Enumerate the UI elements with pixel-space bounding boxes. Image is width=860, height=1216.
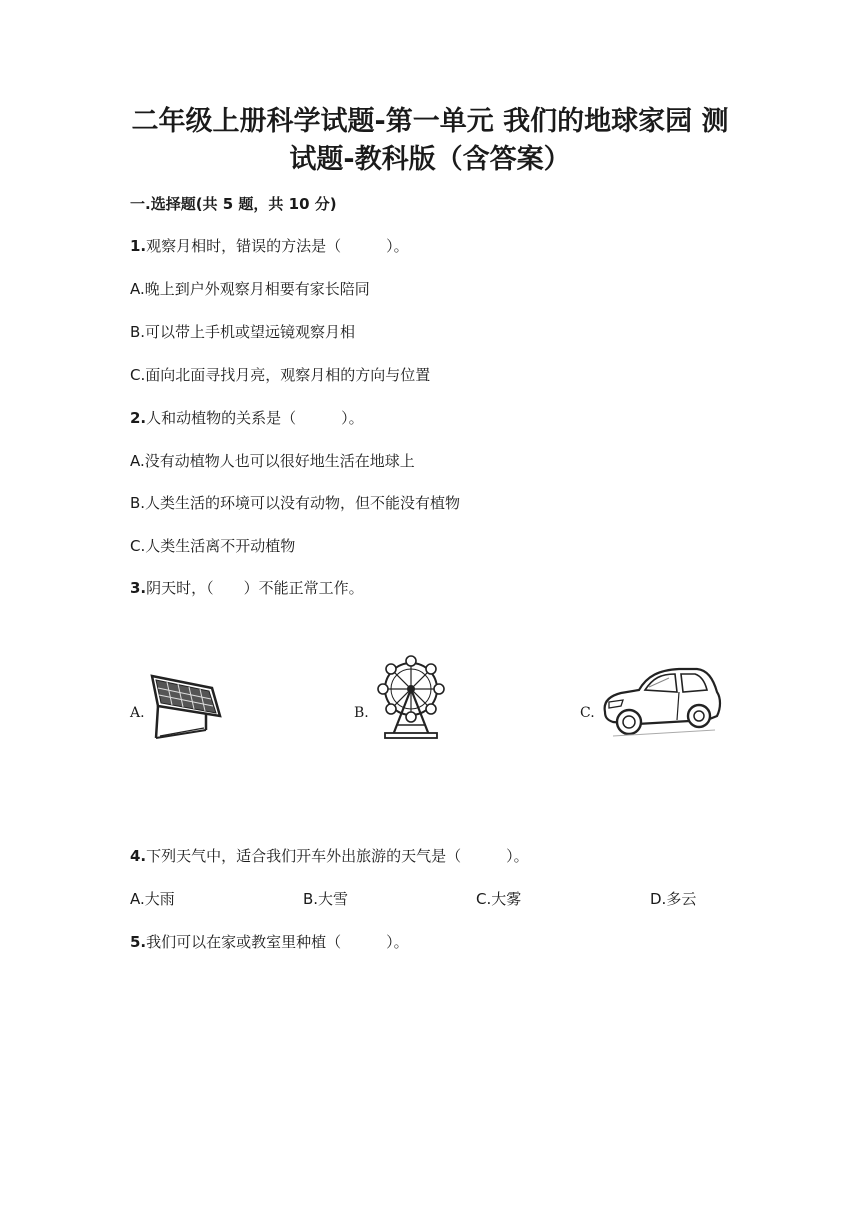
solar-panel-icon [146,670,226,742]
question-number: 2. [130,409,147,427]
question-3-option-c-label: C. [580,705,595,721]
question-1-option-a: A.晚上到户外观察月相要有家长陪同 [130,280,370,298]
section-heading: 一.选择题(共 5 题，共 10 分) [130,195,337,213]
question-number: 5. [130,933,147,951]
title-line-1: 二年级上册科学试题-第一单元 我们的地球家园 测 [131,106,729,137]
question-5 [130,932,409,952]
question-1 [130,236,409,256]
car-icon [599,662,723,740]
question-3-option-b-label: B. [354,705,369,721]
question-text: 阴天时，（ ）不能正常工作。 [146,579,364,597]
question-number: 4. [130,847,147,865]
question-1-option-b: B.可以带上手机或望远镜观察月相 [130,323,356,341]
question-4 [130,846,529,866]
question-text: 人和动植物的关系是（ ）。 [146,409,364,427]
question-2-option-b: B.人类生活的环境可以没有动物，但不能没有植物 [130,494,461,512]
question-4-option-c: C.大雾 [476,890,522,908]
title-line-2: 试题-教科版（含答案） [289,144,571,175]
question-number: 1. [130,237,147,255]
question-text: 观察月相时，错误的方法是（ ）。 [146,237,409,255]
question-4-option-d: D.多云 [650,890,697,908]
question-text: 我们可以在家或教室里种植（ ）。 [146,933,409,951]
question-2-option-a: A.没有动植物人也可以很好地生活在地球上 [130,452,415,470]
question-2 [130,408,364,428]
question-4-option-a: A.大雨 [130,890,175,908]
ferris-wheel-icon [375,655,447,741]
question-4-option-b: B.大雪 [303,890,349,908]
document-title [0,103,860,179]
question-3-option-a-label: A. [130,705,145,721]
question-2-option-c: C.人类生活离不开动植物 [130,537,296,555]
question-1-option-c: C.面向北面寻找月亮，观察月相的方向与位置 [130,366,431,384]
question-3 [130,578,364,598]
question-text: 下列天气中，适合我们开车外出旅游的天气是（ ）。 [146,847,529,865]
question-number: 3. [130,579,147,597]
